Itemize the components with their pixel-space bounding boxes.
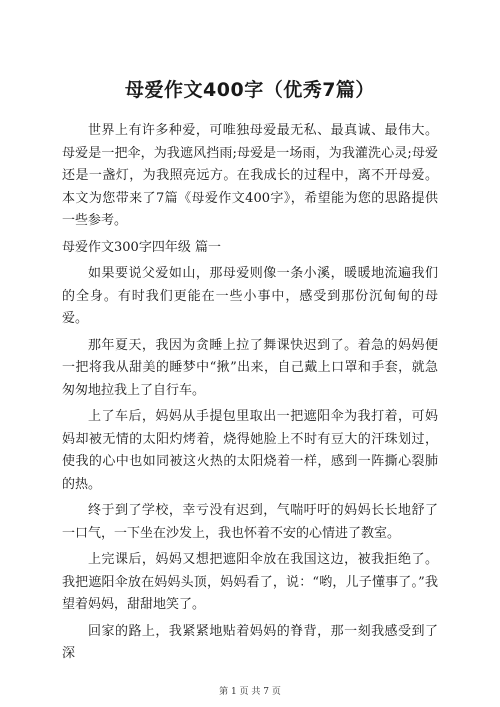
body-paragraph: 终于到了学校，幸亏没有迟到，气喘吁吁的妈妈长长地舒了一口气，一下坐在沙发上，我也怀着不安的心情进了教室。 xyxy=(62,503,438,541)
body-paragraph: 那年夏天，我因为贪睡上拉了舞课快迟到了。着急的妈妈便一把将我从甜美的睡梦中“揪”出来，自己戴上口罩和手套，就急匆匆地拉我上了自行车。 xyxy=(62,337,438,398)
body-paragraph: 回家的路上，我紧紧地贴着妈妈的脊背，那一刻我感受到了深 xyxy=(62,623,438,661)
body-paragraph: 上了车后，妈妈从手提包里取出一把遮阳伞为我打着，可妈妈却被无情的太阳灼烤着，烧得她脸上不时有豆大的汗珠划过，使我的心中也如同被这火热的太阳烧着一样，感到一阵撕心裂肺的热。 xyxy=(62,409,438,492)
document-title: 母爱作文400字（优秀7篇） xyxy=(125,79,375,101)
body-paragraph: 如果要说父爱如山，那母爱则像一条小溪，暖暖地流遍我们的全身。有时我们更能在一些小事中，感受到那份沉甸甸的母爱。 xyxy=(62,266,438,326)
page-number-footer: 第 1 页 共 7 页 xyxy=(219,687,281,697)
section-heading: 母爱作文300字四年级 篇一 xyxy=(62,239,221,255)
document-body xyxy=(62,120,438,670)
body-paragraph: 上完课后，妈妈又想把遮阳伞放在我国这边，被我拒绝了。我把遮阳伞放在妈妈头顶，妈妈看了，说：“哟，儿子懂事了。”我望着妈妈，甜甜地笑了。 xyxy=(62,552,438,612)
intro-paragraph: 世界上有许多种爱，可唯独母爱最无私、最真诚、最伟大。母爱是一把伞，为我遮风挡雨;母爱是一场雨，为我灌洗心灵;母爱还是一盏灯，为我照亮远方。在我成长的过程中，离不开母爱。本文为您带来了7篇《母爱作文400字》，希望能为您的思路提供一些参考。 xyxy=(62,123,438,228)
